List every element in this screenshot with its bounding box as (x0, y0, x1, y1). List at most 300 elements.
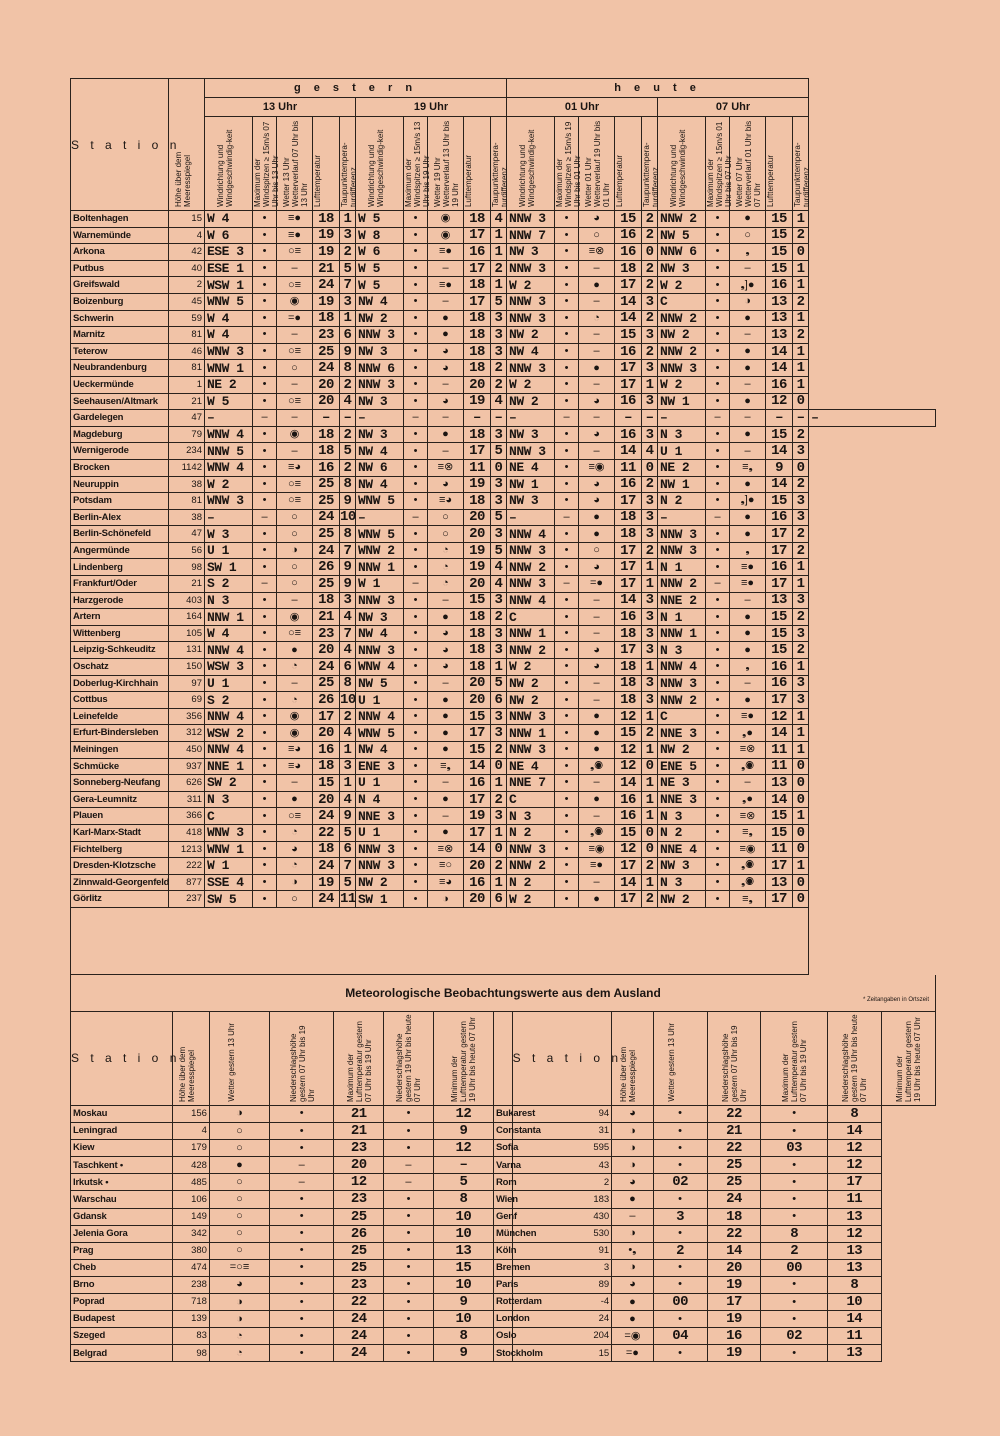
wind-cell: NNW 2 (507, 559, 555, 576)
station-row (71, 476, 936, 493)
left-station-height: 98 (172, 1345, 209, 1362)
wind-cell: W 6 (356, 244, 404, 261)
wind-cell: W 3 (205, 526, 253, 543)
temperature-cell: 12 (766, 393, 793, 410)
left-header-station: S t a t i o n (71, 1011, 173, 1105)
dewpoint-diff-cell: 3 (642, 293, 658, 310)
wind-cell: WSW 3 (205, 659, 253, 676)
gust-cell: • (253, 775, 277, 792)
dewpoint-diff-cell: 3 (491, 725, 507, 742)
gust-cell: • (555, 625, 579, 642)
wind-cell: NW 3 (658, 260, 706, 277)
temperature-cell: 15 (766, 493, 793, 510)
dewpoint-diff-cell: 2 (793, 327, 809, 344)
dewpoint-diff-cell: 0 (642, 244, 658, 261)
left-precip-night-cell: • (384, 1259, 434, 1276)
left-precip-day-cell: • (270, 1140, 334, 1157)
left-min-temp-cell: 10 (433, 1311, 493, 1328)
wind-cell: NW 4 (356, 625, 404, 642)
temperature-cell: 14 (615, 443, 642, 460)
dewpoint-diff-cell: 1 (793, 310, 809, 327)
wind-cell: – (809, 410, 936, 427)
right-station-height: 530 (512, 1225, 612, 1242)
left-precip-night-cell: • (384, 1242, 434, 1259)
right-precip-night-cell: • (761, 1174, 827, 1191)
temperature-cell: 19 (464, 542, 491, 559)
station-name: Oschatz (71, 659, 169, 676)
wind-cell: C (658, 293, 706, 310)
left-precip-night-cell: • (384, 1140, 434, 1157)
station-height: 222 (169, 858, 205, 875)
weather-cell: ≡❟ (428, 758, 464, 775)
temperature-cell: 16 (615, 791, 642, 808)
dewpoint-diff-cell: 5 (491, 509, 507, 526)
wind-cell: W 6 (205, 227, 253, 244)
wind-cell: U 1 (356, 775, 404, 792)
dewpoint-diff-cell: 2 (793, 609, 809, 626)
dewpoint-diff-cell: 1 (340, 775, 356, 792)
weather-cell: ● (730, 509, 766, 526)
gust-cell: • (555, 742, 579, 759)
wind-cell: N 2 (658, 824, 706, 841)
gust-cell: • (253, 559, 277, 576)
temperature-cell: 17 (615, 493, 642, 510)
left-min-temp-cell: 12 (433, 1140, 493, 1157)
column-header-wind: Windrichtung und Windgeschwindig-keit (356, 117, 404, 211)
weather-cell: ◑ (277, 874, 313, 891)
station-height: 877 (169, 874, 205, 891)
right-weather-cell: ◑ (612, 1259, 653, 1276)
wind-cell: W 2 (658, 277, 706, 294)
right-station-height: 2 (512, 1174, 612, 1191)
gust-cell: • (253, 393, 277, 410)
gust-cell: • (253, 459, 277, 476)
temperature-cell: 19 (464, 476, 491, 493)
wind-cell: NNW 3 (507, 576, 555, 593)
left-precip-night-cell: • (384, 1191, 434, 1208)
wind-cell: W 2 (507, 376, 555, 393)
station-name: Berlin-Schönefeld (71, 526, 169, 543)
dewpoint-diff-cell: 1 (491, 244, 507, 261)
right-header-nied1: Niederschlagshöhe gestern 07 Uhr bis 19 Uhr (707, 1011, 761, 1105)
wind-cell: NNW 4 (507, 526, 555, 543)
dewpoint-diff-cell: 9 (340, 559, 356, 576)
temperature-cell: 17 (615, 642, 642, 659)
dewpoint-diff-cell: 1 (491, 227, 507, 244)
dewpoint-diff-cell: 8 (340, 360, 356, 377)
weather-cell: ● (428, 708, 464, 725)
gust-cell: • (555, 393, 579, 410)
dewpoint-diff-cell: 1 (793, 260, 809, 277)
gust-cell: • (555, 659, 579, 676)
gust-cell: • (253, 625, 277, 642)
weather-cell: – (579, 260, 615, 277)
weather-cell: ≡● (277, 227, 313, 244)
right-weather-cell: •❟ (612, 1242, 653, 1259)
temperature-cell: 16 (464, 775, 491, 792)
gust-cell: – (404, 576, 428, 593)
wind-cell: NNW 3 (356, 841, 404, 858)
left-max-temp-cell: 12 (334, 1174, 384, 1191)
weather-cell: ● (730, 211, 766, 228)
temperature-cell: – (766, 410, 793, 427)
temperature-cell: 24 (313, 277, 340, 294)
right-min-temp-cell: 13 (827, 1242, 881, 1259)
left-min-temp-cell: 10 (433, 1225, 493, 1242)
right-station-height: 91 (512, 1242, 612, 1259)
gust-cell: • (555, 675, 579, 692)
temperature-cell: 20 (464, 675, 491, 692)
right-min-temp-cell: 12 (827, 1140, 881, 1157)
temperature-cell: 22 (313, 824, 340, 841)
right-weather-cell: ◕ (612, 1276, 653, 1293)
left-min-temp-cell: 5 (433, 1174, 493, 1191)
wind-cell: NE 4 (507, 758, 555, 775)
gust-cell: • (555, 874, 579, 891)
temperature-cell: 25 (313, 493, 340, 510)
gust-cell: • (555, 708, 579, 725)
temperature-cell: 26 (313, 692, 340, 709)
weather-cell: – (277, 775, 313, 792)
wind-cell: N 3 (205, 592, 253, 609)
gust-cell: • (253, 609, 277, 626)
wind-cell: NW 2 (507, 393, 555, 410)
station-name: Schmücke (71, 758, 169, 775)
right-min-temp-cell: 11 (827, 1191, 881, 1208)
temperature-cell: 15 (766, 227, 793, 244)
left-header-max: Maximum der Lufttemperatur gestern 07 Uhr bis 19 Uhr (334, 1011, 384, 1105)
wind-cell: W 2 (507, 891, 555, 908)
wind-cell: W 4 (205, 310, 253, 327)
temperature-cell: 12 (615, 708, 642, 725)
weather-cell: ● (579, 891, 615, 908)
foreign-row (71, 1157, 936, 1174)
temperature-cell: 16 (766, 376, 793, 393)
left-min-temp-cell: 13 (433, 1242, 493, 1259)
weather-cell: ◕ (428, 659, 464, 676)
wind-cell: ENE 5 (658, 758, 706, 775)
wind-cell: WNW 3 (205, 343, 253, 360)
right-precip-day-cell: • (653, 1140, 707, 1157)
right-precip-day-cell: • (653, 1123, 707, 1140)
gust-cell: • (555, 775, 579, 792)
station-name: Schwerin (71, 310, 169, 327)
weather-cell: ≡○ (428, 858, 464, 875)
weather-cell: ≡◕ (277, 742, 313, 759)
wind-cell: NW 2 (507, 692, 555, 709)
dewpoint-diff-cell: 3 (642, 642, 658, 659)
weather-cell: ❟◉ (730, 874, 766, 891)
weather-cell: – (579, 775, 615, 792)
gust-cell: • (555, 310, 579, 327)
left-weather-cell: ● (209, 1157, 269, 1174)
left-precip-day-cell: • (270, 1311, 334, 1328)
dewpoint-diff-cell: 3 (793, 493, 809, 510)
dewpoint-diff-cell: 1 (491, 874, 507, 891)
left-precip-night-cell: • (384, 1105, 434, 1122)
gust-cell: • (706, 293, 730, 310)
station-name: Doberlug-Kirchhain (71, 675, 169, 692)
right-max-temp-cell: 14 (707, 1242, 761, 1259)
foreign-row (71, 1191, 936, 1208)
wind-cell: NNW 1 (205, 609, 253, 626)
weather-cell: – (277, 410, 313, 427)
gust-cell: • (404, 874, 428, 891)
wind-cell: W 5 (356, 260, 404, 277)
temperature-cell: 25 (313, 343, 340, 360)
station-row (71, 310, 936, 327)
dewpoint-diff-cell: 3 (642, 327, 658, 344)
foreign-row (71, 1225, 936, 1242)
station-row (71, 858, 936, 875)
gust-cell: • (555, 526, 579, 543)
temperature-cell: 16 (615, 609, 642, 626)
station-height: 311 (169, 791, 205, 808)
station-name: Neuruppin (71, 476, 169, 493)
dewpoint-diff-cell: 0 (793, 874, 809, 891)
dewpoint-diff-cell: 1 (642, 559, 658, 576)
weather-cell: ● (579, 708, 615, 725)
weather-cell: ◔ (428, 542, 464, 559)
station-row (71, 293, 936, 310)
temperature-cell: 15 (464, 592, 491, 609)
wind-cell: W 4 (205, 625, 253, 642)
temperature-cell: 19 (313, 293, 340, 310)
wind-cell: NNW 2 (507, 642, 555, 659)
temperature-cell: 19 (313, 244, 340, 261)
wind-cell: NW 4 (356, 742, 404, 759)
gust-cell: • (706, 211, 730, 228)
temperature-cell: 15 (766, 426, 793, 443)
gust-cell: • (706, 858, 730, 875)
left-station-name: Taschkent • (71, 1157, 173, 1174)
wind-cell: NNW 3 (507, 841, 555, 858)
gust-cell: • (404, 659, 428, 676)
temperature-cell: 14 (766, 791, 793, 808)
gust-cell: – (253, 509, 277, 526)
left-station-height: 474 (172, 1259, 209, 1276)
gust-cell: • (253, 891, 277, 908)
gust-cell: • (706, 725, 730, 742)
gust-cell: • (706, 260, 730, 277)
dewpoint-diff-cell: 5 (491, 542, 507, 559)
left-max-temp-cell: 20 (334, 1157, 384, 1174)
temperature-cell: 12 (615, 841, 642, 858)
weather-cell: – (428, 775, 464, 792)
weather-cell: ≡◉ (730, 841, 766, 858)
weather-cell: ○≡ (277, 343, 313, 360)
domestic-observations-table (70, 78, 936, 975)
right-precip-day-cell: • (653, 1311, 707, 1328)
wind-cell: WNW 3 (205, 493, 253, 510)
weather-cell: ◕ (579, 476, 615, 493)
right-min-temp-cell: 12 (827, 1157, 881, 1174)
gust-cell: • (404, 542, 428, 559)
wind-cell: W 8 (356, 227, 404, 244)
station-height: 47 (169, 526, 205, 543)
dewpoint-diff-cell: 5 (340, 874, 356, 891)
station-height: 21 (169, 393, 205, 410)
column-header-wetter13: Wetter 13 Uhr Wetterverlauf 07 Uhr bis 13 Uhr (277, 117, 313, 211)
gust-cell: • (253, 443, 277, 460)
column-header-wind: Windrichtung und Windgeschwindig-keit (205, 117, 253, 211)
temperature-cell: 15 (464, 708, 491, 725)
station-height: 38 (169, 476, 205, 493)
station-height: 46 (169, 343, 205, 360)
temperature-cell: 17 (615, 559, 642, 576)
station-name: Wernigerode (71, 443, 169, 460)
wind-cell: WNW 5 (205, 293, 253, 310)
wind-cell: NW 2 (356, 310, 404, 327)
right-weather-cell: ● (612, 1191, 653, 1208)
gust-cell: – (555, 410, 579, 427)
temperature-cell: 20 (313, 393, 340, 410)
temperature-cell: 18 (313, 426, 340, 443)
weather-cell: ○ (579, 227, 615, 244)
left-min-temp-cell: 10 (433, 1276, 493, 1293)
left-max-temp-cell: 21 (334, 1105, 384, 1122)
station-row (71, 426, 936, 443)
station-name: Plauen (71, 808, 169, 825)
gust-cell: • (404, 808, 428, 825)
weather-cell: ◔ (428, 559, 464, 576)
weather-cell: ≡⊗ (428, 841, 464, 858)
temperature-cell: 18 (615, 526, 642, 543)
weather-cell: ≡● (730, 708, 766, 725)
gust-cell: • (555, 791, 579, 808)
weather-cell: – (579, 609, 615, 626)
temperature-cell: 15 (766, 808, 793, 825)
left-max-temp-cell: 23 (334, 1276, 384, 1293)
wind-cell: N 1 (658, 609, 706, 626)
weather-cell: ≡◉ (579, 841, 615, 858)
wind-cell: N 3 (507, 808, 555, 825)
station-height: 81 (169, 493, 205, 510)
temperature-cell: 18 (313, 841, 340, 858)
left-max-temp-cell: 25 (334, 1208, 384, 1225)
right-precip-night-cell: • (761, 1276, 827, 1293)
station-name: Marnitz (71, 327, 169, 344)
weather-cell: ❟● (730, 725, 766, 742)
left-precip-day-cell: • (270, 1225, 334, 1242)
station-row (71, 576, 936, 593)
dewpoint-diff-cell: 4 (340, 642, 356, 659)
right-min-temp-cell: 13 (827, 1259, 881, 1276)
temperature-cell: 20 (464, 526, 491, 543)
wind-cell: – (205, 410, 253, 427)
gust-cell: • (706, 791, 730, 808)
left-precip-day-cell: • (270, 1328, 334, 1345)
dewpoint-diff-cell: 3 (642, 493, 658, 510)
left-precip-day-cell: – (270, 1157, 334, 1174)
gust-cell: – (706, 576, 730, 593)
dewpoint-diff-cell: 3 (340, 592, 356, 609)
right-precip-night-cell: • (761, 1157, 827, 1174)
gust-cell: • (253, 327, 277, 344)
weather-cell: – (428, 293, 464, 310)
wind-cell: W 5 (205, 393, 253, 410)
station-row (71, 874, 936, 891)
wind-cell: NNW 4 (658, 659, 706, 676)
time-13-header: 13 Uhr (205, 98, 356, 117)
weather-cell: ≡● (428, 277, 464, 294)
station-height: 626 (169, 775, 205, 792)
dewpoint-diff-cell: 2 (491, 858, 507, 875)
dewpoint-diff-cell: 0 (642, 459, 658, 476)
station-name: Arkona (71, 244, 169, 261)
left-station-name: Belgrad (71, 1345, 173, 1362)
wind-cell: NNW 4 (205, 708, 253, 725)
weather-cell: ○≡ (277, 393, 313, 410)
wind-cell: W 1 (356, 576, 404, 593)
temperature-cell: 18 (464, 277, 491, 294)
temperature-cell: 18 (464, 493, 491, 510)
weather-cell: ◉ (277, 725, 313, 742)
dewpoint-diff-cell: 2 (642, 725, 658, 742)
right-header-wetter: Wetter gestern 13 Uhr (653, 1011, 707, 1105)
gust-cell: • (253, 426, 277, 443)
weather-cell: ● (730, 642, 766, 659)
temperature-cell: 16 (615, 227, 642, 244)
gust-cell: • (253, 742, 277, 759)
station-name: Gera-Leumnitz (71, 791, 169, 808)
station-row (71, 609, 936, 626)
wind-cell: NNW 2 (507, 858, 555, 875)
wind-cell: NNW 3 (356, 592, 404, 609)
temperature-cell: 15 (615, 327, 642, 344)
wind-cell: W 2 (507, 277, 555, 294)
temperature-cell: – (464, 410, 491, 427)
gust-cell: • (555, 244, 579, 261)
right-max-temp-cell: 16 (707, 1328, 761, 1345)
column-header-taup: Taupunkttempera-turdifferenz (340, 117, 356, 211)
temperature-cell: 23 (313, 625, 340, 642)
weather-cell: ● (428, 327, 464, 344)
wind-cell: C (205, 808, 253, 825)
gust-cell: • (404, 277, 428, 294)
gust-cell: • (253, 808, 277, 825)
wind-cell: NNW 3 (507, 360, 555, 377)
wind-cell: NW 4 (356, 293, 404, 310)
dewpoint-diff-cell: 10 (340, 692, 356, 709)
temperature-cell: 15 (313, 775, 340, 792)
temperature-cell: 18 (615, 692, 642, 709)
weather-cell: ○≡ (277, 244, 313, 261)
weather-cell: ≡❟ (730, 459, 766, 476)
temperature-cell: 18 (464, 310, 491, 327)
left-weather-cell: ○ (209, 1242, 269, 1259)
wind-cell: NNW 4 (205, 742, 253, 759)
left-station-height: 156 (172, 1105, 209, 1122)
column-header-temp: Lufttemperatur (313, 117, 340, 211)
weather-cell: – (277, 675, 313, 692)
right-min-temp-cell: 10 (827, 1293, 881, 1310)
temperature-cell: 13 (766, 293, 793, 310)
right-weather-cell: ● (612, 1311, 653, 1328)
wind-cell: NNW 4 (205, 642, 253, 659)
wind-cell: N 3 (658, 642, 706, 659)
station-name: Dresden-Klotzsche (71, 858, 169, 875)
station-row (71, 692, 936, 709)
right-station-name: Bremen (494, 1259, 513, 1276)
left-precip-night-cell: – (384, 1157, 434, 1174)
left-max-temp-cell: 24 (334, 1345, 384, 1362)
dewpoint-diff-cell: 3 (491, 625, 507, 642)
left-precip-day-cell: • (270, 1123, 334, 1140)
wind-cell: NNE 1 (205, 758, 253, 775)
right-station-name: Constanta (494, 1123, 513, 1140)
gust-cell: • (555, 725, 579, 742)
